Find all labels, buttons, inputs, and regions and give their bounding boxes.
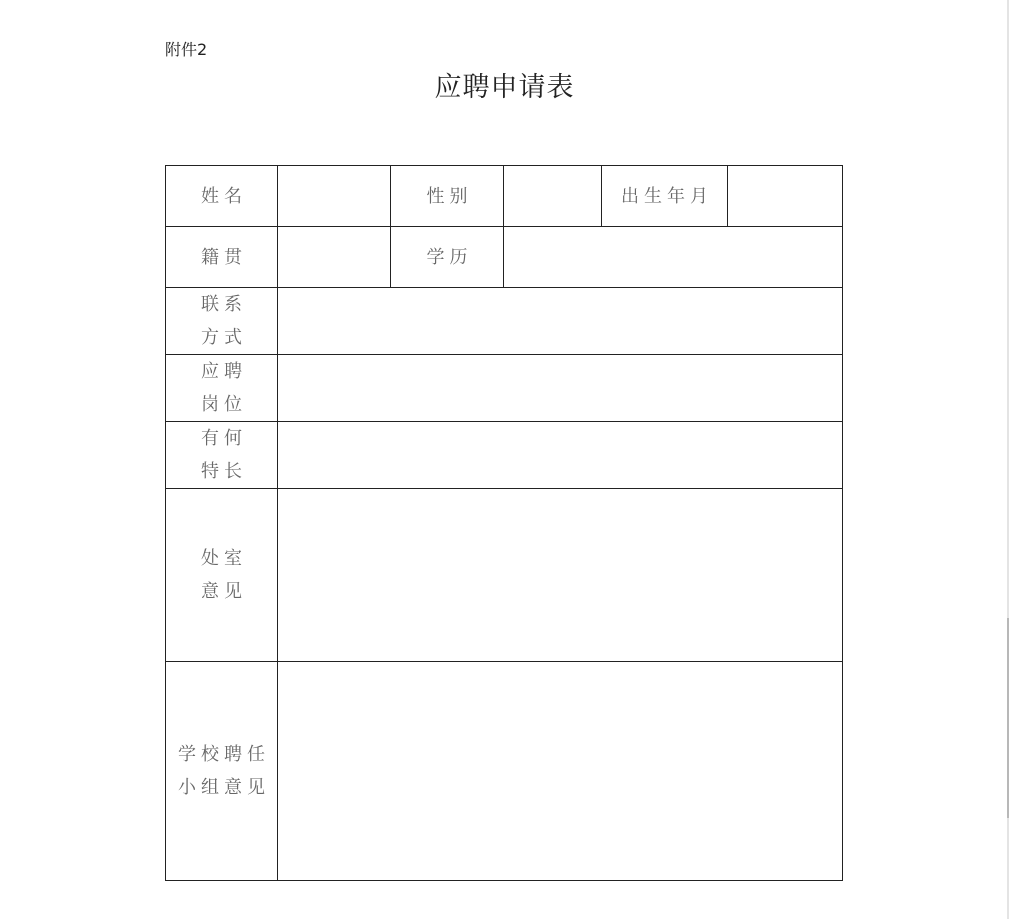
form-row-basic-2: [166, 227, 843, 288]
birth-label: 出生年月: [621, 185, 713, 207]
name-value-cell[interactable]: [278, 166, 391, 227]
native-value-cell[interactable]: [278, 227, 391, 288]
committee-label-line-2: 小组意见: [178, 777, 270, 798]
position-label-line-1: 应聘: [201, 361, 247, 382]
specialty-label-line-2: 特长: [201, 461, 247, 482]
form-row-contact: [166, 288, 843, 355]
education-value-cell[interactable]: [504, 227, 843, 288]
committee-label-line-1: 学校聘任: [178, 744, 270, 765]
form-row-position: [166, 355, 843, 422]
birth-label-cell: [602, 166, 728, 227]
form-row-basic-1: [166, 166, 843, 227]
committee-label-cell: [166, 662, 278, 881]
contact-label-line-1: 联系: [201, 294, 247, 315]
office-label-cell: [166, 489, 278, 662]
birth-value-cell[interactable]: [728, 166, 843, 227]
form-row-office-opinion: [166, 489, 843, 662]
specialty-label-line-1: 有何: [201, 428, 247, 449]
name-label: 姓名: [201, 185, 247, 207]
gender-label-cell: [391, 166, 504, 227]
attachment-label: 附件2: [165, 40, 208, 59]
position-value-cell[interactable]: [278, 355, 843, 422]
position-label-line-2: 岗位: [201, 394, 247, 415]
contact-value-cell[interactable]: [278, 288, 843, 355]
application-form-table: [165, 165, 843, 881]
contact-label-cell: [166, 288, 278, 355]
office-value-cell[interactable]: [278, 489, 843, 662]
gender-value-cell[interactable]: [504, 166, 602, 227]
specialty-value-cell[interactable]: [278, 422, 843, 489]
form-row-specialty: [166, 422, 843, 489]
gender-label: 性别: [426, 185, 473, 207]
contact-label-line-2: 方式: [201, 327, 247, 348]
education-label: 学历: [426, 246, 473, 268]
education-label-cell: [391, 227, 504, 288]
specialty-label-cell: [166, 422, 278, 489]
native-label-cell: [166, 227, 278, 288]
position-label-cell: [166, 355, 278, 422]
native-label: 籍贯: [201, 246, 247, 268]
committee-value-cell[interactable]: [278, 662, 843, 881]
office-label-line-2: 意见: [201, 581, 247, 602]
form-row-committee-opinion: [166, 662, 843, 881]
office-label-line-1: 处室: [201, 548, 247, 569]
name-label-cell: [166, 166, 278, 227]
page-title: 应聘申请表: [434, 72, 575, 103]
